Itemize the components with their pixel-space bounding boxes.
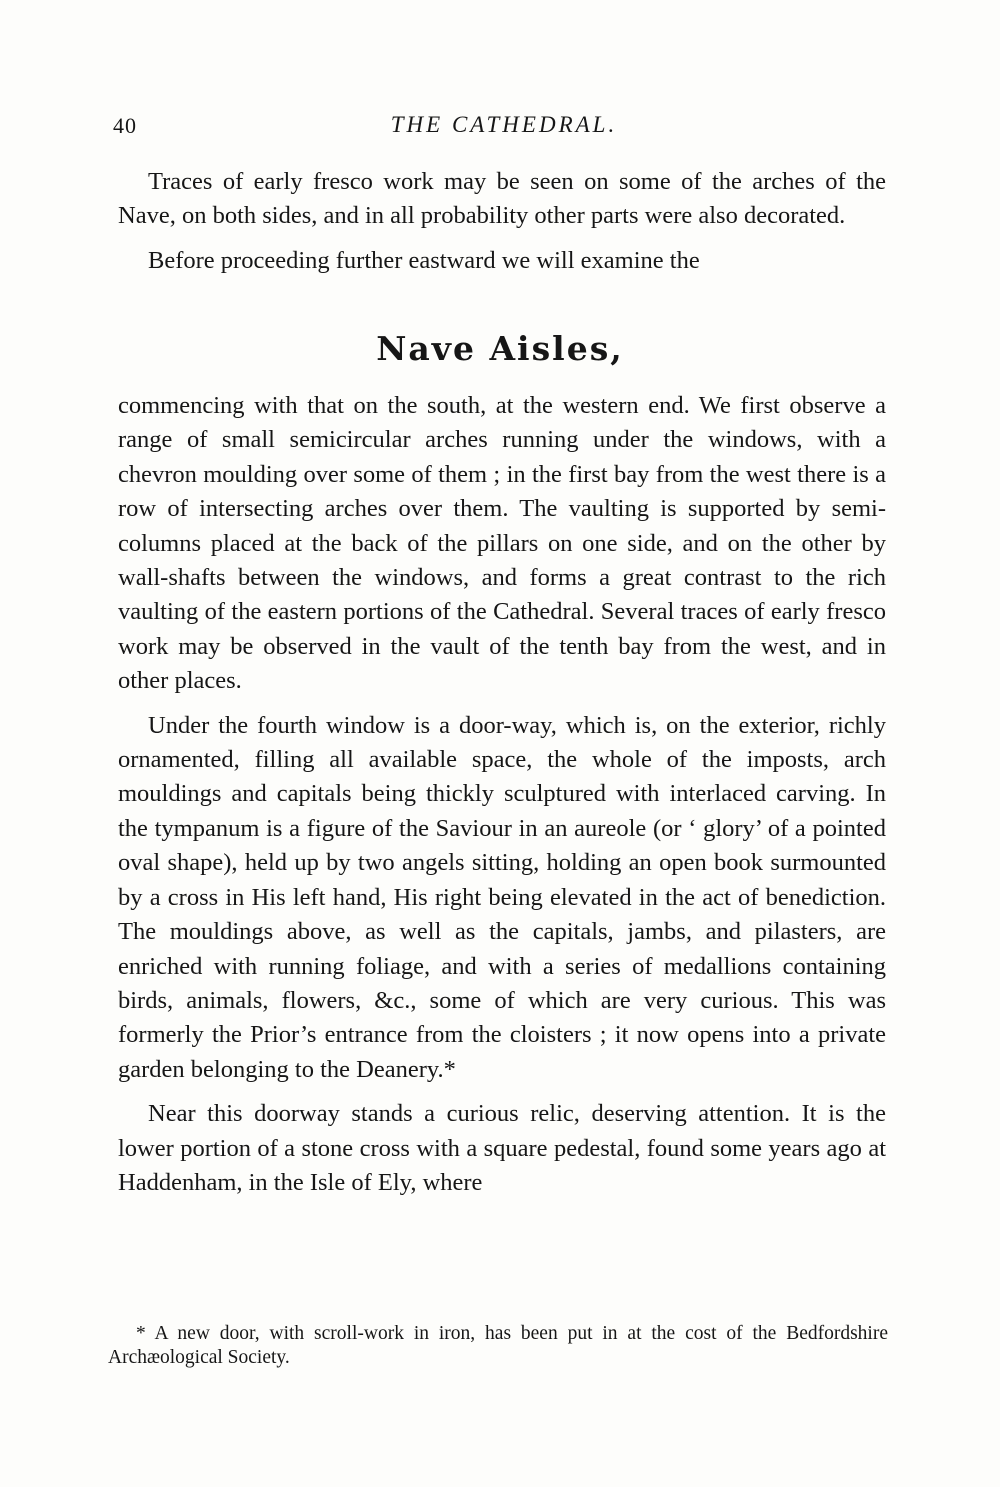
main-text	[118, 389, 886, 1200]
body-paragraph-doorway: Under the fourth window is a door-way, which is, on the exterior, richly ornamented, filling all available space, the whole of the imposts, arch mouldings and capitals being thickly sculptured with interlaced carving. In the tympanum is a figure of the Saviour in an aureole (or ‘ glory’ of a pointed oval shape), held up by two angels sitting, holding an open book surmounted by a cross in His left hand, His right being elevated in the act of benediction. The mouldings above, as well as the capitals, jambs, and pilasters, are enriched with running foliage, and with a series of medallions containing birds, animals, flowers, &c., some of which are very curious. This was formerly the Prior’s entrance from the cloisters ; it now opens into a private garden belonging to the Deanery.*	[118, 711, 886, 1083]
section-heading-nave-aisles: Nave Aisles,	[376, 329, 624, 368]
page-number: 40	[113, 113, 137, 138]
intro-paragraph-fresco: Traces of early fresco work may be seen on some of the arches of the Nave, on both sides, and in all probability other parts were also decorated.	[118, 168, 886, 230]
body-paragraph-south-aisle: commencing with that on the south, at the western end. We first observe a range of small semicircular arches running under the windows, with a chevron moulding over some of them ; in the first bay from the west there is a row of intersecting arches over them. The vaulting is supported by semi-columns placed at the back of the pillars on one side, and on the other by wall-shafts between the windows, and forms a great contrast to the rich vaulting of the eastern portions of the Cathedral. Several traces of early fresco work may be observed in the vault of the tenth bay from the west, and in other places.	[118, 392, 886, 695]
intro-paragraph-before-proceeding: Before proceeding further eastward we will examine the	[148, 246, 700, 274]
running-title: THE CATHEDRAL.	[390, 112, 618, 137]
intro-text	[118, 165, 886, 278]
footnote-text: * A new door, with scroll-work in iron, has been put in at the cost of the Bedfordshire Archæological Society.	[108, 1323, 888, 1368]
body-paragraph-stone-cross: Near this doorway stands a curious relic, deserving attention. It is the lower portion of a stone cross with a square pedestal, found some years ago at Haddenham, in the Isle of Ely, where	[118, 1100, 886, 1196]
footnote	[108, 1322, 888, 1370]
